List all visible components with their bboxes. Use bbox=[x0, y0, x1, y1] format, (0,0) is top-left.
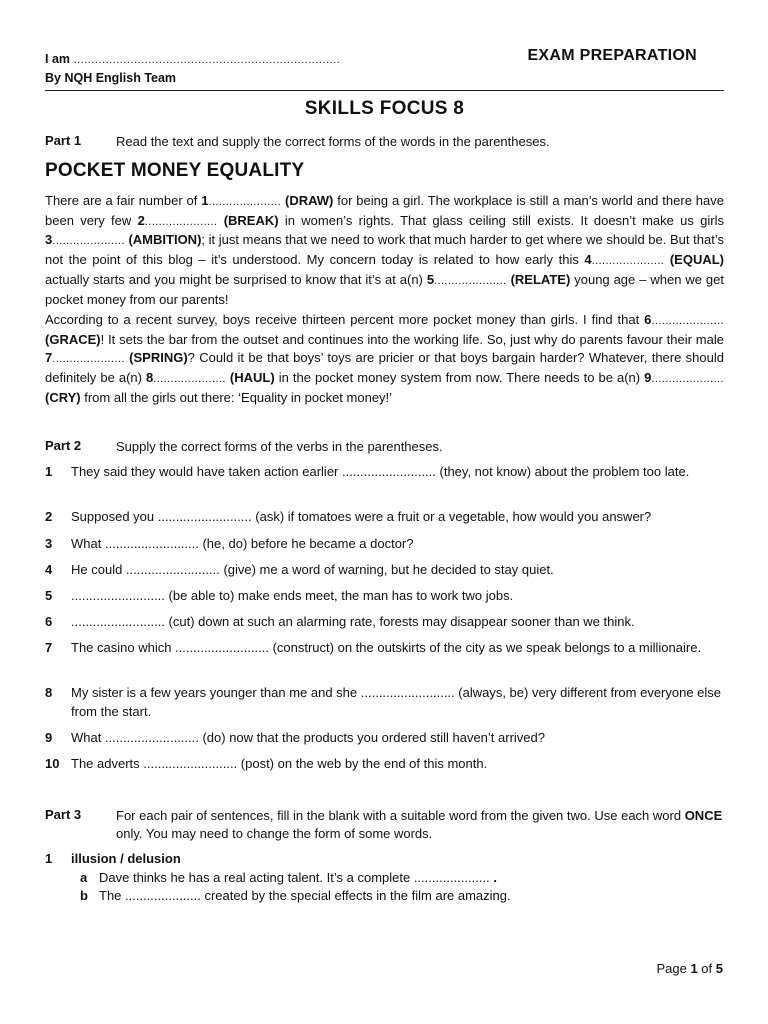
part2-item bbox=[45, 639, 724, 658]
part2-row bbox=[45, 438, 443, 456]
sentence-a-period: . bbox=[493, 870, 497, 885]
reading-paragraph-1: There are a fair number of 1..................... (DRAW) for being a girl. The workplace is still a man’s world and there have been very few 2..................... (BREAK) in women’s rights. That glass ceiling still exists. It doesn’t make us girls 3..................... (AMBITION); it just means that we need to work that much harder to get where we should be. But that’s not the point of this blog – it’s understood. My concern today is related to how early this 4..................... (EQUAL) actually starts and you might be surprised to know that it’s at a(n) 5..................... (RELATE) young age – when we get pocket money from our parents! bbox=[45, 193, 724, 307]
sentence-a bbox=[80, 870, 497, 885]
part2-item bbox=[45, 535, 724, 554]
item-text: The casino which .......................... (construct) on the outskirts of the city as we speak belongs to a millionaire. bbox=[71, 640, 702, 655]
item-text: .......................... (be able to) make ends meet, the man has to work two jobs. bbox=[71, 588, 514, 603]
item-number: 10 bbox=[45, 756, 60, 771]
part3-instruction-emphasis: ONCE bbox=[684, 808, 723, 823]
item-number: 1 bbox=[45, 851, 53, 866]
sentence-a-text: Dave thinks he has a real acting talent. It’s a complete ..................... bbox=[99, 870, 490, 885]
name-blank: ........................................................................... bbox=[73, 54, 341, 66]
reading-heading: POCKET MONEY EQUALITY bbox=[45, 160, 305, 181]
item-number: 9 bbox=[45, 730, 53, 745]
item-number: 6 bbox=[45, 614, 53, 629]
reading-paragraph-2: According to a recent survey, boys receive thirteen percent more pocket money than girls. I find that 6..................... (GRACE)! It sets the bar from the outset and continues into the working life. So, just why do parents favour their male 7..................... (SPRING)? Could it be that boys’ toys are pricier or that boys bargain harder? Whatever, there should definitely be a(n) 8..................... (HAUL) in the pocket money system from now. There needs to be a(n) 9..................... (CRY) from all the girls out there: ‘Equality in pocket money!’ bbox=[45, 312, 724, 405]
item-number: 4 bbox=[45, 562, 53, 577]
part1-row bbox=[45, 133, 550, 151]
worksheet-page bbox=[45, 0, 724, 1024]
part2-item bbox=[45, 508, 724, 527]
sentence-text: The ..................... created by the special effects in the film are amazing. bbox=[99, 888, 511, 903]
sentence-letter: b bbox=[80, 888, 88, 903]
part3-instruction-start: For each pair of sentences, fill in the blank with a suitable word from the given two. Use each word bbox=[116, 808, 682, 823]
part2-label: Part 2 bbox=[45, 438, 82, 453]
part1-label: Part 1 bbox=[45, 133, 82, 148]
word-pair: illusion / delusion bbox=[71, 851, 181, 866]
team-credit: By NQH English Team bbox=[45, 71, 177, 85]
part2-item bbox=[45, 684, 724, 721]
part2-item bbox=[45, 613, 724, 632]
item-text: He could .......................... (give) me a word of warning, but he decided to stay quiet. bbox=[71, 562, 554, 577]
part2-item bbox=[45, 463, 724, 482]
item-text: What .......................... (do) now that the products you ordered still haven’t arrived? bbox=[71, 730, 545, 745]
part3-instruction-end: only. You may need to change the form of some words. bbox=[116, 826, 433, 841]
page-counter bbox=[656, 961, 723, 976]
item-text: The adverts .......................... (post) on the web by the end of this month. bbox=[71, 756, 488, 771]
item-number: 7 bbox=[45, 640, 53, 655]
page-label: Page bbox=[656, 961, 687, 976]
item-text: Supposed you .......................... (ask) if tomatoes were a fruit or a vegetable, how would you answer? bbox=[71, 509, 652, 524]
page-number: 1 bbox=[690, 961, 698, 976]
part2-item bbox=[45, 561, 724, 580]
word-pair-heading bbox=[45, 851, 181, 866]
part3-label: Part 3 bbox=[45, 807, 82, 822]
part3-instruction bbox=[116, 807, 724, 843]
exam-label: EXAM PREPARATION bbox=[527, 47, 697, 64]
part1-instruction: Read the text and supply the correct forms of the words in the parentheses. bbox=[116, 134, 550, 149]
part3-row bbox=[45, 807, 724, 843]
part2-item bbox=[45, 755, 724, 774]
item-number: 8 bbox=[45, 685, 53, 700]
item-number: 3 bbox=[45, 536, 53, 551]
of-label: of bbox=[701, 961, 713, 976]
item-text: They said they would have taken action earlier .......................... (they, not know) about the problem too late. bbox=[71, 464, 690, 479]
sentence-b bbox=[80, 888, 511, 903]
name-line bbox=[45, 52, 340, 66]
name-label: I am bbox=[45, 52, 71, 66]
part2-item bbox=[45, 729, 724, 748]
item-text: .......................... (cut) down at such an alarming rate, forests may disappear sooner than we think. bbox=[71, 614, 635, 629]
item-number: 2 bbox=[45, 509, 53, 524]
item-text: My sister is a few years younger than me and she .......................... (always, be) very different from everyone else from the start. bbox=[71, 685, 722, 719]
part2-instruction: Supply the correct forms of the verbs in the parentheses. bbox=[116, 439, 443, 454]
sentence-letter: a bbox=[80, 870, 88, 885]
part2-item bbox=[45, 587, 724, 606]
item-number: 5 bbox=[45, 588, 53, 603]
sentence-text bbox=[99, 870, 497, 885]
page-total: 5 bbox=[715, 961, 723, 976]
item-text: What .......................... (he, do) before he became a doctor? bbox=[71, 536, 414, 551]
header-divider bbox=[45, 90, 724, 91]
item-number: 1 bbox=[45, 464, 53, 479]
page-title: SKILLS FOCUS 8 bbox=[304, 98, 465, 119]
